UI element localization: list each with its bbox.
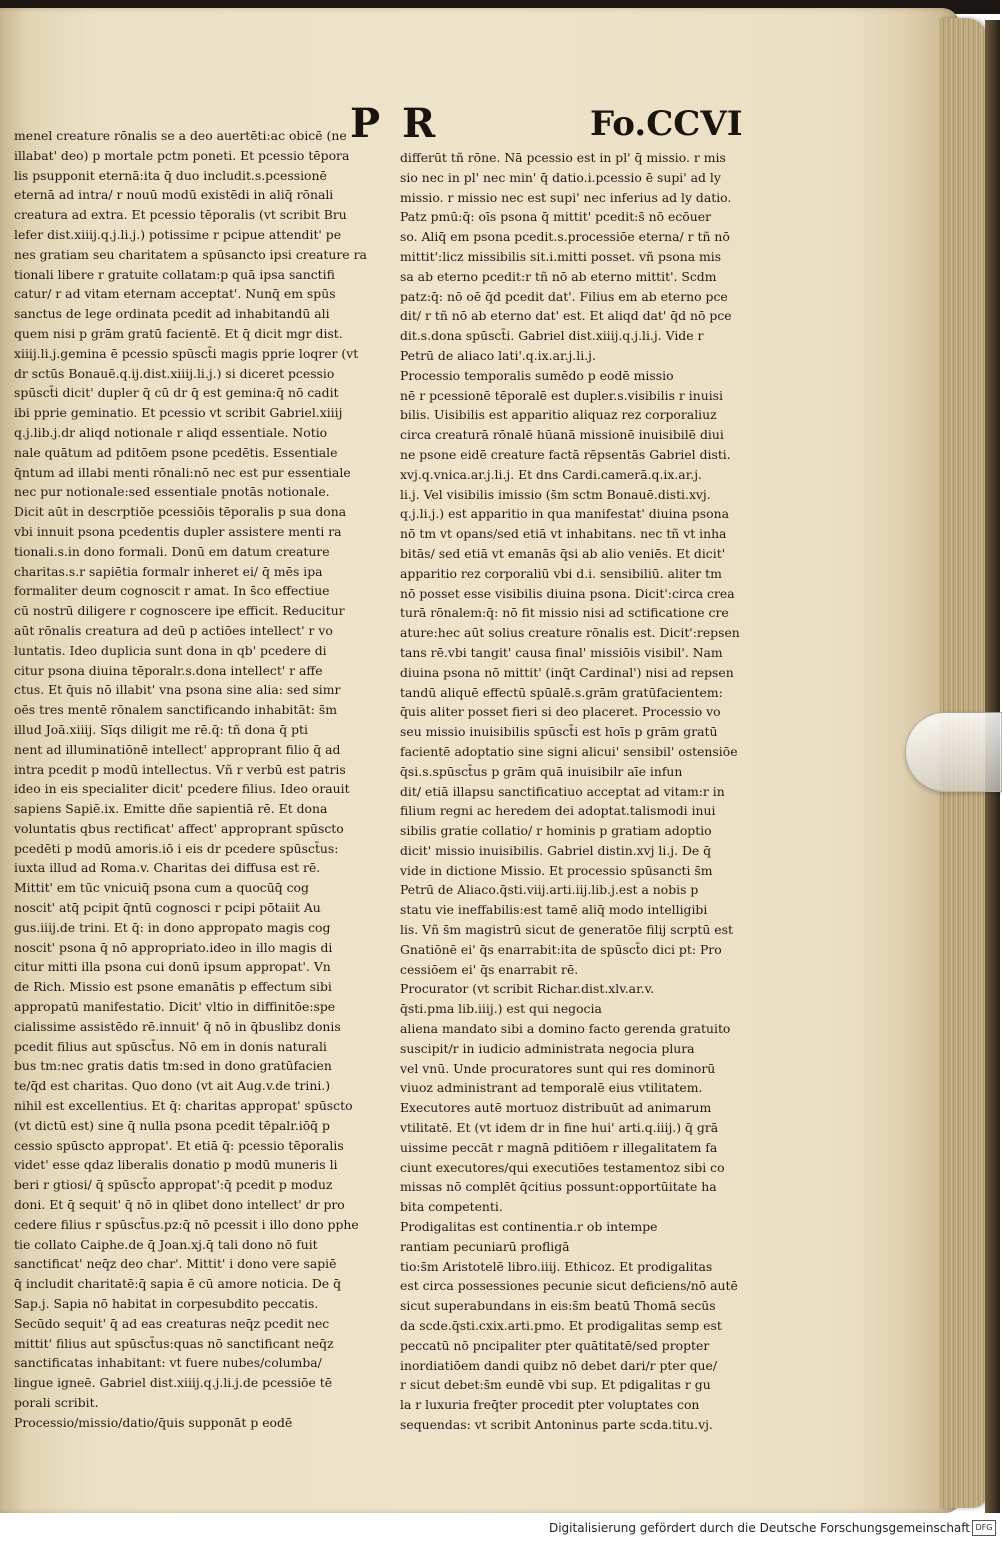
- text-line: spūsct̄i dicit' dupler q̄ cū dr q̄ est gemina:q̄ nō cadit: [14, 385, 339, 401]
- text-line: oēs tres mentē rōnalem sanctificando inhabitāt: s̄m: [14, 702, 337, 718]
- text-line: Procurator (vt scribit Richar.dist.xlv.ar.v.: [400, 981, 655, 997]
- text-line: dit.s.dona spūsct̄i. Gabriel dist.xiiij.q.j.li.j. Vide r: [400, 328, 704, 344]
- header-letters: P R: [350, 100, 440, 147]
- text-line: Petrū de Aliaco.q̄sti.viij.arti.iij.lib.j.est a nobis p: [400, 882, 699, 898]
- text-line: xvj.q.vnica.ar.j.li.j. Et dns Cardi.camerā.q.ix.ar.j.: [400, 466, 702, 482]
- text-line: porali scribit.: [14, 1395, 99, 1410]
- text-line: sicut superabundans in eis:s̄m beatū Thomā secūs: [400, 1298, 716, 1314]
- text-line: cessiōem ei' q̄s enarrabit rē.: [400, 961, 579, 977]
- text-line: ciunt executores/qui executiōes testamentoz sibi co: [400, 1159, 725, 1175]
- folio-number: Fo.CCVI: [590, 104, 743, 144]
- text-line: tans rē.vbi tangit' causa final' missiōis visibil'. Nam: [400, 644, 723, 660]
- text-line: statu vie ineffabilis:est tamē aliq̄ modo intelligibi: [400, 902, 708, 918]
- text-line: cessio spūscto appropat'. Et etiā q̄: pcessio tēporalis: [14, 1137, 344, 1153]
- text-line: missio. r missio nec est supi' nec inferius ad ly datio.: [400, 189, 732, 205]
- text-line: noscit' atq̄ pcipit q̄ntū cognosci r pcipi pōtaiit Au: [14, 900, 321, 916]
- text-line: aūt rōnalis creatura ad deū p actiōes intellect' r vo: [14, 622, 333, 638]
- text-line: nent ad illuminatiōnē intellect' approprant filio q̄ ad: [14, 741, 341, 757]
- text-line: de Rich. Missio est psone emanātis p effectum sibi: [14, 979, 332, 995]
- text-line: q̄ includit charitatē:q̄ sapia ē cū amore noticia. De q̄: [14, 1276, 341, 1292]
- text-line: rantiam pecuniarū profligā: [400, 1238, 570, 1254]
- text-line: sio nec in pl' nec min' q̄ datio.i.pcessio ē supi' ad ly: [400, 169, 721, 185]
- text-line: menel creature rōnalis se a deo auertēti:ac obicē (ne: [14, 128, 347, 143]
- text-line: differūt tñ rōne. Nā pcessio est in pl' q̄ missio. r mis: [400, 150, 726, 165]
- text-line: da scde.q̄sti.cxix.arti.pmo. Et prodigalitas semp est: [400, 1318, 722, 1334]
- text-line: intra pcedit p modū intellectus. Vñ r verbū est patris: [14, 761, 346, 777]
- text-line: te/q̄d est charitas. Quo dono (vt ait Aug.v.de trini.): [14, 1078, 331, 1094]
- text-line: sanctus de lege ordinata pcedit ad inhabitandū ali: [14, 306, 330, 322]
- text-line: Secūdo sequit' q̄ ad eas creaturas neq̄z pcedit nec: [14, 1315, 330, 1331]
- footer-bar: [0, 1513, 1000, 1545]
- text-line: vtilitatē. Et (vt idem dr in fine hui' arti.q.iiij.) q̄ grā: [400, 1120, 719, 1136]
- text-line: seu missio inuisibilis spūsct̄i est hoīs p grām gratū: [400, 724, 718, 740]
- text-line: Gnatiōnē ei' q̄s enarrabit:ita de spūsct̄o dici pt: Pro: [400, 941, 722, 957]
- text-line: Sap.j. Sapia nō habitat in corpesubdito peccatis.: [14, 1296, 319, 1312]
- text-line: bita competenti.: [400, 1199, 503, 1215]
- text-line: charitas.s.r sapiētia formalr inheret ei/ q̄ mēs ipa: [14, 563, 323, 579]
- text-line: tionali libere r gratuite collatam:p quā ipsa sanctifi: [14, 266, 335, 282]
- text-line: sibilis gratie collatio/ r hominis p gratiam adoptio: [400, 823, 712, 839]
- text-line: Petrū de aliaco lati'.q.ix.ar.j.li.j.: [400, 347, 596, 363]
- text-line: gus.iiij.de trini. Et q̄: in dono appropato magis cog: [14, 919, 331, 935]
- dfg-logo: DFG: [972, 1520, 996, 1536]
- text-line: tio:s̄m Aristotelē libro.iiij. Ethicoz. Et prodigalitas: [400, 1258, 713, 1274]
- text-line: apparitio rez corporaliū vbi d.i. sensibiliū. aliter tm: [400, 565, 722, 581]
- text-line: iuxta illud ad Roma.v. Charitas dei diffusa est rē.: [14, 860, 321, 876]
- text-line: Executores autē mortuoz distribuūt ad animarum: [400, 1100, 712, 1116]
- text-line: vide in dictione Missio. Et processio spūsancti s̄m: [400, 862, 713, 878]
- text-line: videt' esse qdaz liberalis donatio p modū muneris li: [14, 1157, 338, 1173]
- text-line: ctus. Et q̄uis nō illabit' vna psona sine alia: sed simr: [14, 682, 341, 698]
- text-line: quem nisi p grām gratū facientē. Et q̄ dicit mgr dist.: [14, 325, 343, 341]
- text-line: formaliter deum cognoscit r amat. In s̄co effectiue: [14, 583, 330, 599]
- text-line: ature:hec aūt solius creature rōnalis est. Dicit':repsen: [400, 625, 740, 641]
- text-line: uissime peccāt r magnā pditiōem r illegalitatem fa: [400, 1139, 718, 1155]
- text-line: tie collato Caiphe.de q̄ Joan.xj.q̄ tali dono nō fuit: [14, 1236, 318, 1252]
- text-line: la r luxuria freq̄ter procedit pter voluptates con: [400, 1397, 700, 1413]
- text-line: vel vnū. Unde procuratores sunt qui res dominorū: [400, 1060, 716, 1076]
- text-line: lefer dist.xiiij.q.j.li.j.) potissime r pcipue attendit' pe: [14, 226, 342, 242]
- text-line: beri r gtiosi/ q̄ spūsct̄o appropat':q̄ pcedit p moduz: [14, 1177, 333, 1193]
- text-line: nes gratiam seu charitatem a spūsancto ipsi creature ra: [14, 246, 367, 262]
- left-text-column: [14, 126, 392, 1430]
- text-line: turā rōnalem:q̄: nō fit missio nisi ad sctificatione cre: [400, 605, 729, 621]
- right-text-column: [400, 148, 796, 1432]
- text-line: doni. Et q̄ sequit' q̄ nō in qlibet dono intellect' dr pro: [14, 1197, 345, 1213]
- text-line: dit/ etiā illapsu sanctificatiuo acceptat ad vitam:r in: [400, 783, 725, 799]
- text-line: nō posset esse visibilis diuina psona. Dicit':circa crea: [400, 585, 735, 601]
- text-line: sa ab eterno pcedit:r tñ nō ab eterno mittit'. Scdm: [400, 268, 717, 284]
- text-line: appropatū manifestatio. Dicit' vltio in diffinitōe:spe: [14, 999, 336, 1015]
- plastic-clip: [905, 712, 1002, 792]
- text-line: suscipit/r in iudicio administrata negocia plura: [400, 1040, 695, 1056]
- text-line: li.j. Vel visibilis imissio (s̄m sctm Bonauē.disti.xvj.: [400, 486, 711, 502]
- text-line: tandū aliquē effectū spūalē.s.grām gratūfacientem:: [400, 684, 723, 700]
- text-line: q̄si.s.spūsct̄us p grām quā inuisibilr aīe infun: [400, 763, 683, 779]
- text-line: so. Aliq̄ em psona pcedit.s.processiōe eterna/ r tñ nō: [400, 229, 730, 245]
- text-line: Processio temporalis sumēdo p eodē missio: [400, 367, 674, 383]
- text-line: nē r pcessionē tēporalē est dupler.s.visibilis r inuisi: [400, 387, 723, 403]
- text-line: sanctificat' neq̄z deo char'. Mittit' i dono vere sapiē: [14, 1256, 337, 1272]
- text-line: nō tm vt opans/sed etiā vt inhabitans. nec tñ vt inha: [400, 526, 727, 542]
- text-line: luntatis. Ideo duplicia sunt dona in qb' pcedere di: [14, 642, 327, 658]
- text-line: creatura ad extra. Et pcessio tēporalis (vt scribit Bru: [14, 207, 347, 223]
- text-line: est circa possessiones pecunie sicut deficiens/nō autē: [400, 1278, 738, 1294]
- text-line: facientē adoptatio sine signi alicui' sensibil' ostensiōe: [400, 743, 738, 759]
- text-line: mittit':licz missibilis sit.i.mitti posset. vñ psona mis: [400, 248, 722, 264]
- text-line: lingue igneē. Gabriel dist.xiiij.q.j.li.j.de pcessiōe tē: [14, 1375, 333, 1391]
- text-line: sanctificatas inhabitant: vt fuere nubes/columba/: [14, 1355, 322, 1371]
- text-line: bilis. Uisibilis est apparitio aliquaz rez corporaliuz: [400, 407, 717, 423]
- text-line: ne psone eidē creature factā rēpsentās Gabriel disti.: [400, 446, 731, 462]
- text-line: q̄uis aliter posset fieri si deo placeret. Processio vo: [400, 704, 721, 720]
- text-line: nihil est excellentius. Et q̄: charitas appropat' spūscto: [14, 1098, 353, 1114]
- text-line: diuina psona nō mittit' (inq̄t Cardinal') nisi ad repsen: [400, 664, 734, 680]
- text-line: bitās/ sed etiā vt emanās q̄si ab alio veniēs. Et dicit': [400, 545, 726, 561]
- text-line: filium regni ac heredem dei adoptat.talismodi inui: [400, 803, 716, 819]
- text-line: xiiij.li.j.gemina ē pcessio spūsct̄i magis pprie loqrer (vt: [14, 345, 359, 361]
- text-line: q.j.li.j.) est apparitio in qua manifestat' diuina psona: [400, 506, 729, 522]
- text-line: r sicut debet:s̄m eundē vbi sup. Et pdigalitas r gu: [400, 1377, 711, 1393]
- text-line: dicit' missio inuisibilis. Gabriel distin.xvj li.j. De q̄: [400, 842, 712, 858]
- text-line: illabat' deo) p mortale pctm poneti. Et pcessio tēpora: [14, 147, 350, 163]
- text-line: ideo in eis specialiter dicit' pcedere filius. Ideo orauit: [14, 781, 350, 797]
- text-line: lis psupponit eternā:ita q̄ duo includit.s.pcessionē: [14, 167, 327, 183]
- text-line: noscit' psona q̄ nō appropriato.ideo in illo magis di: [14, 939, 333, 955]
- text-line: tionali.s.in dono formali. Donū em datum creature: [14, 543, 330, 559]
- text-line: (vt dictū est) sine q̄ nulla psona pcedit tēpalr.iōq̄ p: [14, 1117, 330, 1133]
- text-line: Mittit' em tūc vnicuiq̄ psona cum a quocūq̄ cog: [14, 880, 309, 896]
- text-line: illud Joā.xiiij. Sīqs diligit me rē.q̄: tñ dona q̄ pti: [14, 721, 308, 737]
- text-line: Patz pmū:q̄: oīs psona q̄ mittit' pcedit:s̄ nō ecōuer: [400, 209, 711, 225]
- text-line: cedere filius r spūsct̄us.pz:q̄ nō pcessit i illo dono pphe: [14, 1216, 359, 1232]
- text-line: ibi pprie geminatio. Et pcessio vt scribit Gabriel.xiiij: [14, 405, 343, 421]
- text-line: Processio/missio/datio/q̄uis supponāt p eodē: [14, 1414, 293, 1430]
- text-line: Dicit aūt in descrptiōe pcessiōis tēporalis p sua dona: [14, 504, 347, 520]
- text-line: patz:q̄: nō oē q̄d pcedit dat'. Filius em ab eterno pce: [400, 288, 728, 304]
- text-line: aliena mandato sibi a domino facto gerenda gratuito: [400, 1021, 731, 1037]
- text-line: bus tm:nec gratis datis tm:sed in dono gratūfacien: [14, 1058, 332, 1074]
- text-line: nale quātum ad pditōem psone pcedētis. Essentiale: [14, 444, 338, 460]
- text-line: q̄ntum ad illabi menti rōnali:nō nec est pur essentiale: [14, 464, 351, 480]
- text-line: citur mitti illa psona cui donū ipsum appropat'. Vn: [14, 959, 331, 975]
- text-line: cū nostrū diligere r cognoscere ipe efficit. Reducitur: [14, 603, 345, 619]
- text-line: dr sctūs Bonauē.q.ij.dist.xiiij.li.j.) si diceret pcessio: [14, 365, 335, 381]
- text-line: lis. Vñ s̄m magistrū sicut de generatōe filij scrptū est: [400, 922, 733, 938]
- text-line: missas nō complēt q̄citius possunt:opportūitate ha: [400, 1179, 717, 1195]
- text-line: pcedit filius aut spūsct̄us. Nō em in donis naturali: [14, 1038, 327, 1054]
- text-line: pcedēti p modū amoris.iō i eis dr pcedere spūsct̄us:: [14, 840, 339, 856]
- text-line: catur/ r ad vitam eternam acceptat'. Nunq̄ em spūs: [14, 286, 336, 302]
- text-line: mittit' filius aut spūsct̄us:quas nō sanctificant neq̄z: [14, 1335, 334, 1351]
- text-line: circa creaturā rōnalē hūanā missionē inuisibilē diui: [400, 427, 724, 443]
- text-line: dit/ r tñ nō ab eterno dat' est. Et aliqd dat' q̄d nō pce: [400, 308, 732, 324]
- text-line: viuoz administrant ad temporalē eius vtilitatem.: [400, 1080, 703, 1096]
- text-line: inordiatiōem dandi quibz nō debet dari/r pter que/: [400, 1357, 718, 1373]
- text-line: Prodigalitas est continentia.r ob intempe: [400, 1219, 658, 1235]
- text-line: nec pur notionale:sed essentiale pnotās notionale.: [14, 484, 330, 500]
- text-line: cialissime assistēdo rē.innuit' q̄ nō in q̄buslibz donis: [14, 1018, 341, 1034]
- text-line: sequendas: vt scribit Antoninus parte scda.titu.vj.: [400, 1417, 713, 1432]
- text-line: q.j.lib.j.dr aliqd notionale r aliqd essentiale. Notio: [14, 424, 328, 440]
- text-line: vbi innuit psona pcedentis dupler assistere menti ra: [14, 523, 342, 539]
- text-line: citur psona diuina tēporalr.s.dona intellect' r affe: [14, 662, 323, 678]
- text-line: eternā ad intra/ r nouū modū existēdi in aliq̄ rōnali: [14, 187, 334, 203]
- text-line: voluntatis qbus rectificat' affect' approprant spūscto: [14, 820, 344, 836]
- funding-notice: Digitalisierung gefördert durch die Deutsche Forschungsgemeinschaft: [548, 1521, 970, 1535]
- text-line: peccatū nō pncipaliter pter quātitatē/sed propter: [400, 1337, 710, 1353]
- text-line: q̄sti.pma lib.iiij.) est qui negocia: [400, 1001, 602, 1017]
- text-line: sapiens Sapiē.ix. Emitte dñe sapientiā rē. Et dona: [14, 801, 328, 817]
